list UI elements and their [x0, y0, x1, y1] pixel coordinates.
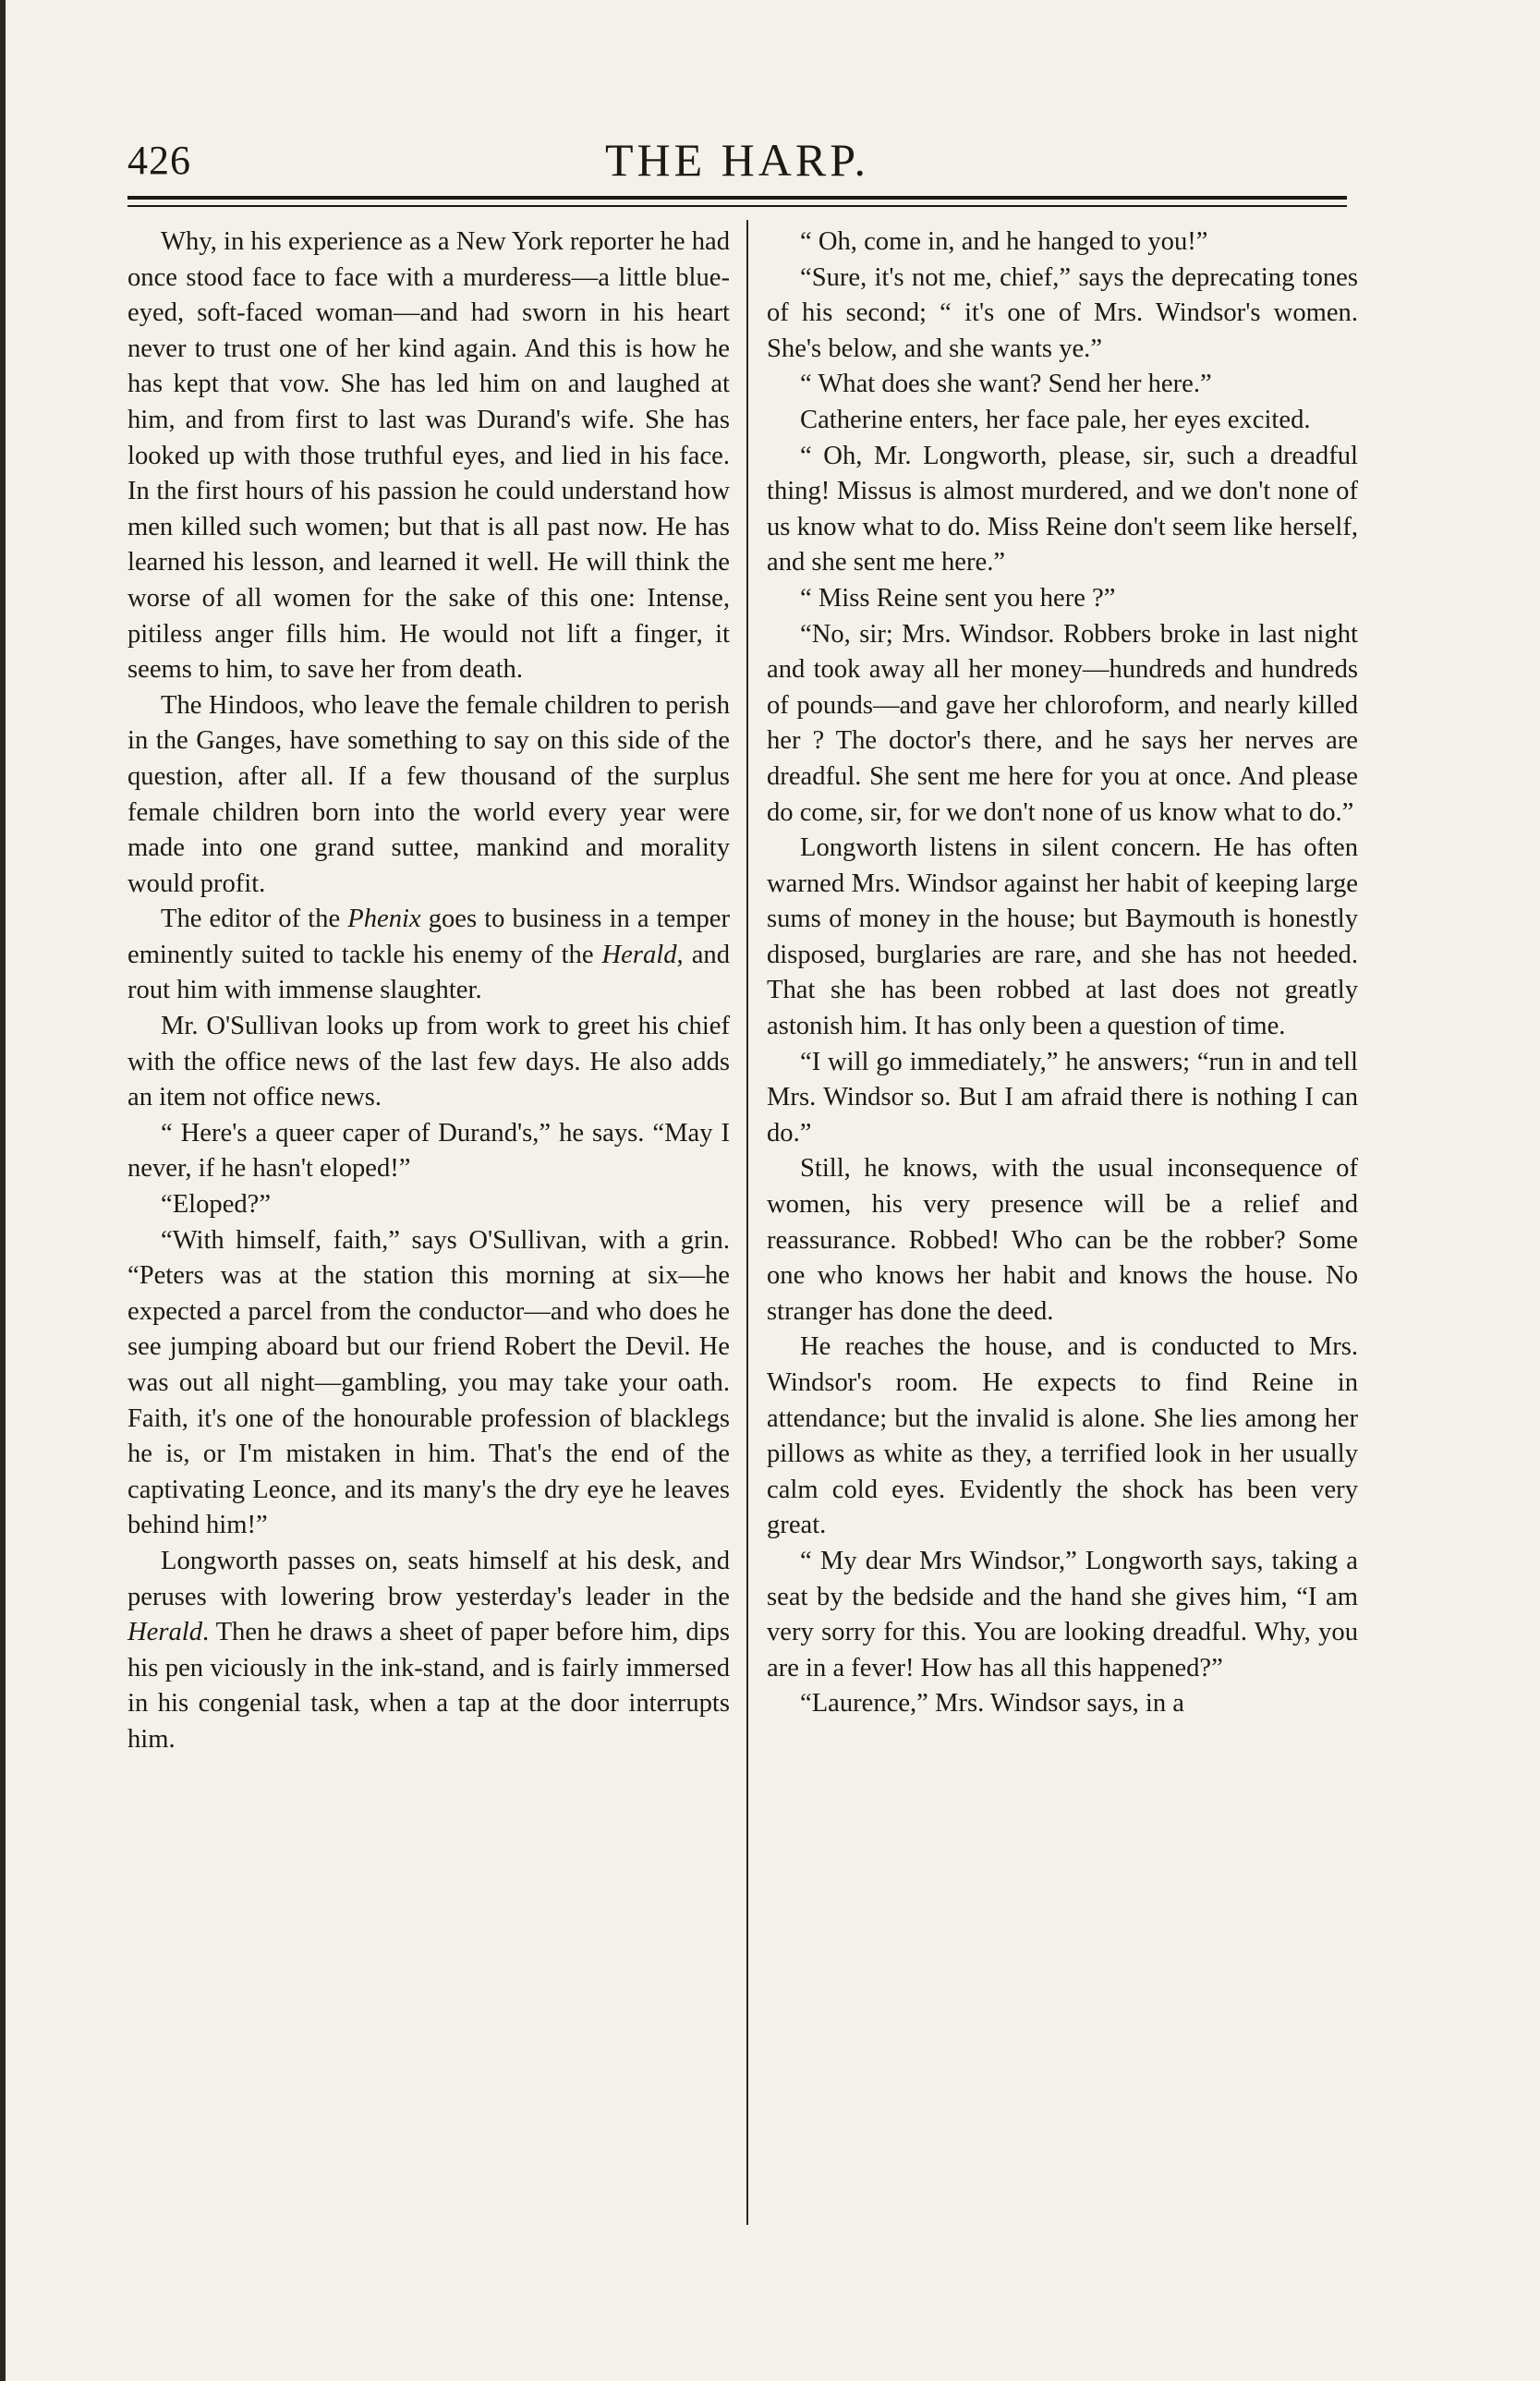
right-column [767, 225, 1358, 1722]
paragraph: “ Miss Reine sent you here ?” [800, 583, 1116, 613]
paragraph: “Eloped?” [161, 1190, 272, 1220]
paragraph: “ Oh, come in, and he hanged to you!” [800, 227, 1208, 256]
newspaper-title: Herald [127, 1618, 203, 1647]
paragraph: The editor of the Phenix goes to business in a temper eminently suited to tackle his enemy of the Herald, and rout him with immense slaughter. [127, 905, 730, 1005]
paragraph: “With himself, faith,” says O'Sullivan, with a grin. “Peters was at the station this morning at six—he expected a parcel from the conductor—and who does he see jumping aboard but our friend Robert the Devil. He was out all night—gambling, you may take your oath. Faith, it's one of the honourable profession of blacklegs he is, or I'm mistaken in him. That's the end of the captivating Leonce, and its many's the dry eye he leaves behind him!” [127, 1225, 730, 1540]
paragraph: “ Oh, Mr. Longworth, please, sir, such a dreadful thing! Missus is almost murdered, and we don't none of us know what to do. Miss Reine don't seem like herself, and she sent me here.” [767, 441, 1358, 577]
paragraph: “ Here's a queer caper of Durand's,” he says. “May I never, if he hasn't eloped!” [127, 1118, 730, 1184]
page-binding-edge [0, 0, 6, 2381]
left-column [127, 225, 730, 1758]
header-rule-thick [127, 196, 1347, 200]
paragraph: “I will go immediately,” he answers; “run in and tell Mrs. Windsor so. But I am afraid there is nothing I can do.” [767, 1047, 1358, 1148]
paragraph: Longworth passes on, seats himself at his desk, and peruses with lowering brow yesterday's leader in the Herald. Then he draws a sheet of paper before him, dips his pen viciously in the ink-stand, and is fairly immersed in his congenial task, when a tap at the door interrupts him. [127, 1546, 730, 1754]
paragraph: “No, sir; Mrs. Windsor. Robbers broke in last night and took away all her money—hundreds and hundreds of pounds—and gave her chloroform, and nearly killed her ? The doctor's there, and he says her nerves are dreadful. She sent me here for you at once. And please do come, sir, for we don't none of us know what to do.” [767, 619, 1358, 827]
newspaper-title: Phenix [347, 905, 421, 934]
column-divider [746, 220, 748, 2225]
paragraph: Why, in his experience as a New York reporter he had once stood face to face with a murderess—a little blue-eyed, soft-faced woman—and had sworn in his heart never to trust one of her kind again. And this is how he has kept that vow. She has led him on and laughed at him, and from first to last was Durand's wife. She has looked up with those truthful eyes, and lied in his face. In the first hours of his passion he could understand how men killed such women; but that is all past now. He has learned his lesson, and learned it well. He will think the worse of all women for the sake of this one: Intense, pitiless anger fills him. He would not lift a finger, it seems to him, to save her from death. [127, 227, 730, 685]
newspaper-title: Herald [601, 940, 677, 969]
paragraph: Mr. O'Sullivan looks up from work to greet his chief with the office news of the last few days. He also adds an item not office news. [127, 1012, 730, 1112]
paragraph: “Sure, it's not me, chief,” says the deprecating tones of his second; “ it's one of Mrs. Windsor's women. She's below, and she wants ye.” [767, 262, 1358, 363]
header-rule-thin [127, 205, 1347, 207]
paragraph: “Laurence,” Mrs. Windsor says, in a [800, 1689, 1184, 1719]
paragraph: Longworth listens in silent concern. He has often warned Mrs. Windsor against her habit of keeping large sums of money in the house; but Baymouth is honestly disposed, burglaries are rare, and she has not heeded. That she has been robbed at last does not greatly astonish him. It has only been a question of time. [767, 833, 1358, 1041]
paragraph: “ What does she want? Send her here.” [800, 370, 1212, 399]
paragraph: Catherine enters, her face pale, her eyes excited. [800, 405, 1311, 434]
journal-title: THE HARP. [604, 134, 870, 186]
paragraph: He reaches the house, and is conducted to Mrs. Windsor's room. He expects to find Reine in attendance; but the invalid is alone. She lies among her pillows as white as they, a terrified look in her usually calm cold eyes. Evidently the shock has been very great. [767, 1332, 1358, 1540]
paragraph: Still, he knows, with the usual inconsequence of women, his very presence will be a relief and reassurance. Robbed! Who can be the robber? Some one who knows her habit and knows the house. No stranger has done the deed. [767, 1154, 1358, 1326]
paragraph: “ My dear Mrs Windsor,” Longworth says, taking a seat by the bedside and the hand she gives him, “I am very sorry for this. You are looking dreadful. Why, you are in a fever! How has all this happened?” [767, 1546, 1358, 1682]
paragraph: The Hindoos, who leave the female children to perish in the Ganges, have something to say on this side of the question, after all. If a few thousand of the surplus female children born into the world every year were made into one grand suttee, mankind and morality would profit. [127, 690, 730, 898]
page-number: 426 [127, 138, 191, 183]
running-header [127, 129, 1347, 203]
